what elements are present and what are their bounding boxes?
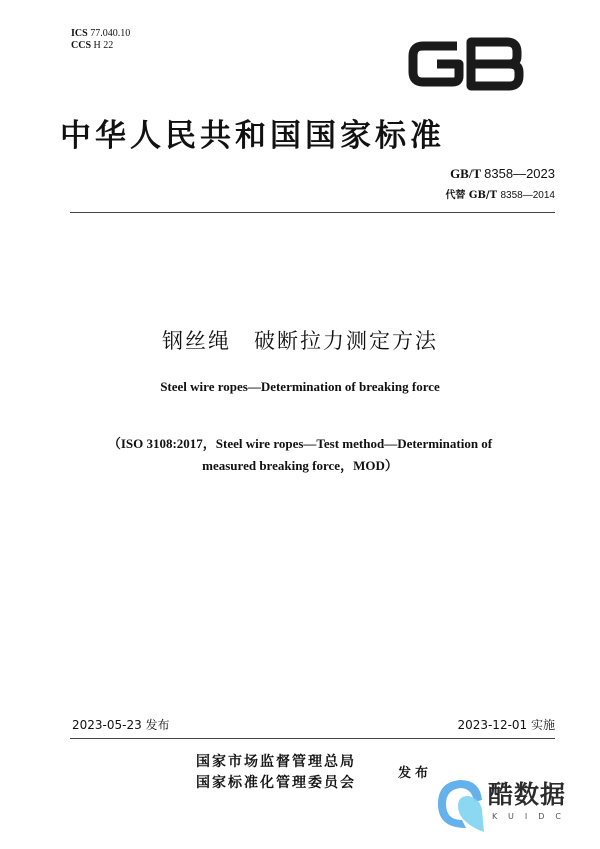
iso-reference-line1: （ISO 3108:2017，Steel wire ropes—Test method—Determination of: [107, 436, 493, 451]
publish-date: 2023-05-23 发布: [72, 718, 170, 732]
issuing-authorities: [196, 752, 356, 794]
implement-date: 2023-12-01 实施: [457, 718, 555, 732]
issuer-samr: 国家市场监督管理总局: [196, 754, 356, 770]
top-divider: [70, 212, 555, 213]
bottom-divider: [70, 738, 555, 739]
standard-number: GB/T 8358—2023: [450, 166, 555, 181]
iso-reference-line2: measured breaking force，MOD）: [202, 458, 398, 473]
iso-reference: [60, 433, 540, 477]
classification-codes: [71, 28, 130, 52]
title-chinese: 钢丝绳 破断拉力测定方法: [162, 329, 438, 353]
title-english: Steel wire ropes—Determination of breaking force: [160, 379, 440, 394]
watermark-text: 酷数据: [488, 780, 567, 809]
issued-label: 发布: [398, 766, 433, 781]
ics-code: ICS 77.040.10: [71, 28, 131, 39]
gb-emblem-icon: [405, 36, 527, 92]
replaces-standard: 代替 GB/T 8358—2014: [445, 190, 555, 201]
issuer-sac: 国家标准化管理委员会: [196, 775, 356, 791]
ccs-code: CCS H 22: [71, 40, 114, 51]
national-standard-title: 中华人民共和国国家标准: [60, 118, 445, 154]
watermark-subtext: KUIDC: [492, 812, 572, 821]
